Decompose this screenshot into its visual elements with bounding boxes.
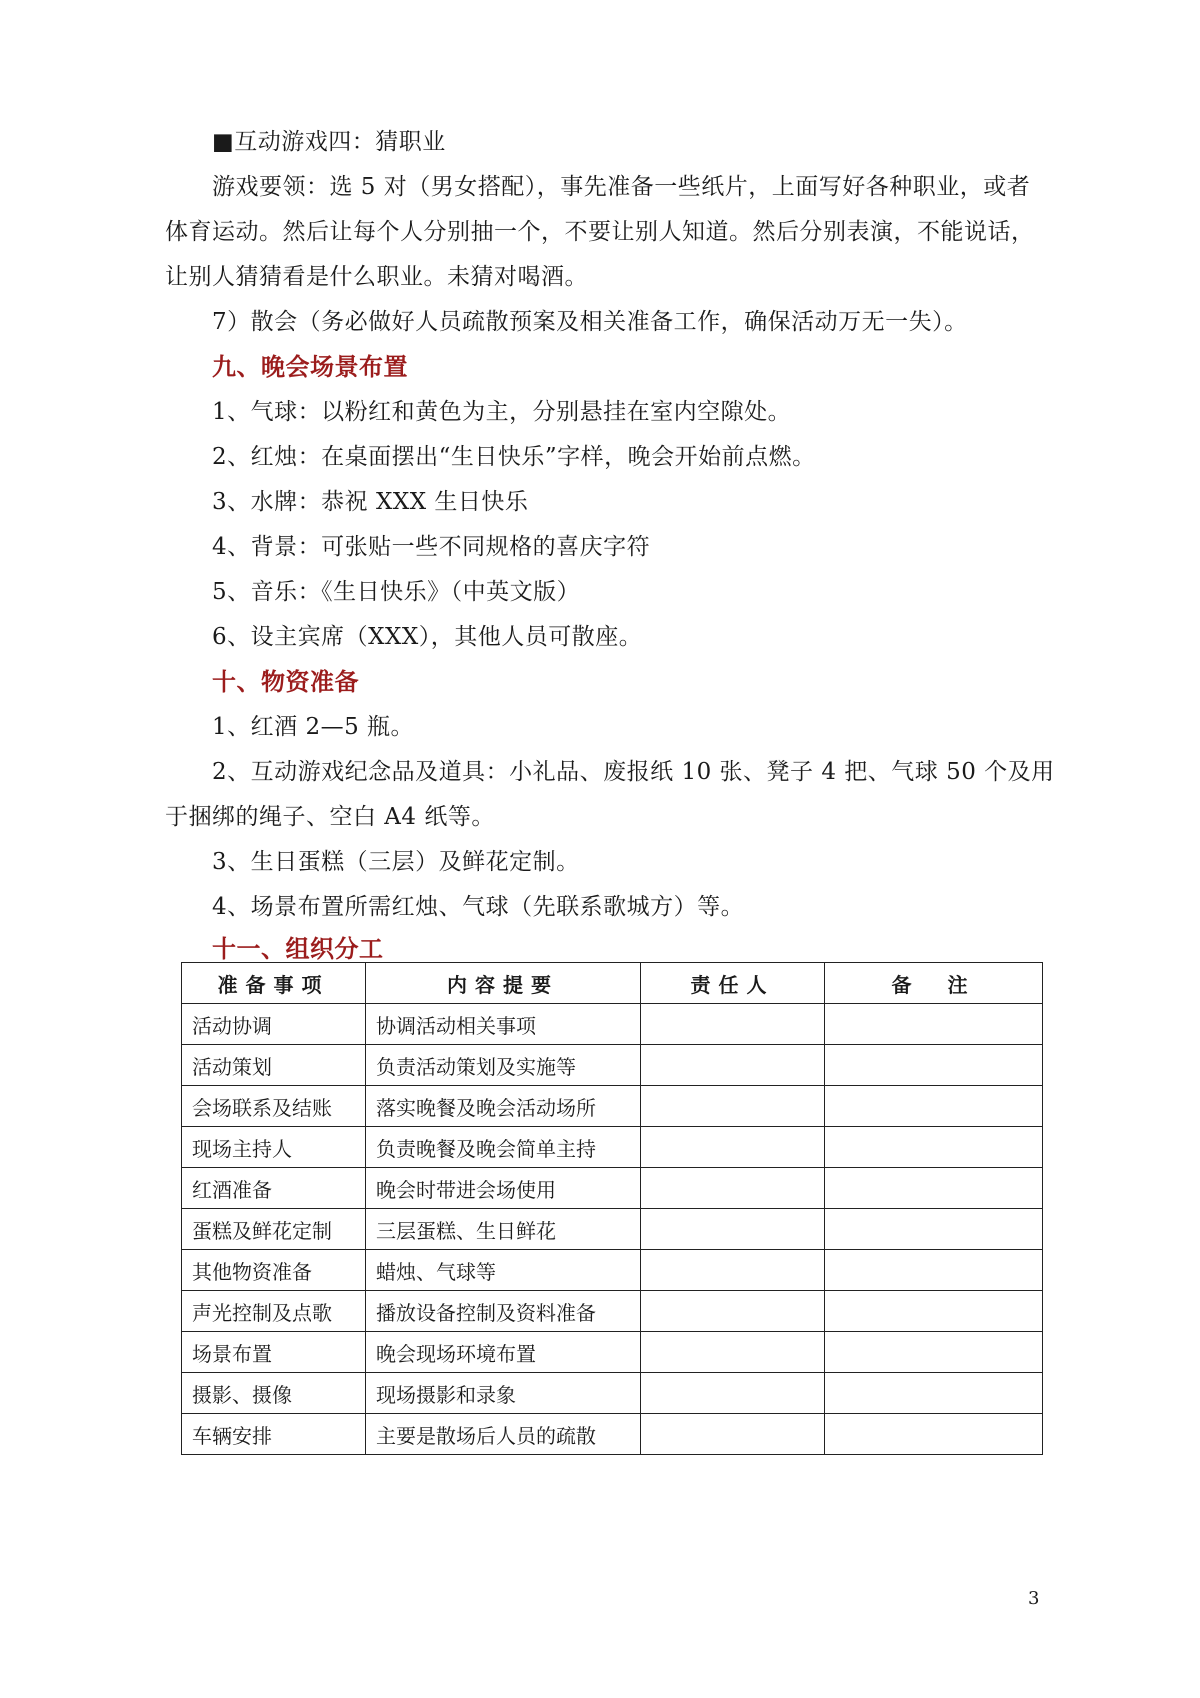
task-cell: 车辆安排 xyxy=(182,1414,366,1455)
content-cell: 负责活动策划及实施等 xyxy=(366,1045,641,1086)
content-cell: 晚会现场环境布置 xyxy=(366,1332,641,1373)
remark-cell xyxy=(825,1414,1043,1455)
section-heading-materials: 十、物资准备 xyxy=(212,667,359,696)
remark-cell xyxy=(825,1373,1043,1414)
table-row xyxy=(182,1332,1043,1373)
task-assignment-table xyxy=(181,962,1043,1455)
content-cell: 播放设备控制及资料准备 xyxy=(366,1291,641,1332)
remark-cell xyxy=(825,1127,1043,1168)
list-item: 4、背景：可张贴一些不同规格的喜庆字符 xyxy=(212,534,651,560)
owner-cell xyxy=(641,1209,825,1250)
owner-cell xyxy=(641,1250,825,1291)
owner-cell xyxy=(641,1004,825,1045)
list-item: 3、生日蛋糕（三层）及鲜花定制。 xyxy=(212,849,580,875)
task-cell: 其他物资准备 xyxy=(182,1250,366,1291)
list-item: 1、红酒 2—5 瓶。 xyxy=(212,714,415,740)
content-cell: 协调活动相关事项 xyxy=(366,1004,641,1045)
table-row xyxy=(182,1373,1043,1414)
table-row xyxy=(182,1291,1043,1332)
game-four-title: ■互动游戏四：猜职业 xyxy=(212,129,446,155)
remark-cell xyxy=(825,1086,1043,1127)
owner-cell xyxy=(641,1127,825,1168)
remark-cell xyxy=(825,1250,1043,1291)
list-item: 5、音乐：《生日快乐》（中英文版） xyxy=(212,579,581,605)
task-cell: 活动协调 xyxy=(182,1004,366,1045)
list-item: 1、气球：以粉红和黄色为主，分别悬挂在室内空隙处。 xyxy=(212,399,792,425)
remark-cell xyxy=(825,1004,1043,1045)
paragraph-line: 游戏要领：选 5 对（男女搭配），事先准备一些纸片，上面写好各种职业，或者 xyxy=(212,174,1031,200)
list-item-continuation: 于捆绑的绳子、空白 A4 纸等。 xyxy=(165,804,495,830)
table-row xyxy=(182,1127,1043,1168)
task-cell: 蛋糕及鲜花定制 xyxy=(182,1209,366,1250)
table-row xyxy=(182,1250,1043,1291)
content-cell: 现场摄影和录象 xyxy=(366,1373,641,1414)
remark-cell xyxy=(825,1168,1043,1209)
section-heading-scene: 九、晚会场景布置 xyxy=(212,352,408,381)
section-heading-organization: 十一、组织分工 xyxy=(212,934,384,963)
owner-cell xyxy=(641,1086,825,1127)
remark-cell xyxy=(825,1209,1043,1250)
remark-cell xyxy=(825,1332,1043,1373)
table-row xyxy=(182,1414,1043,1455)
remark-cell xyxy=(825,1045,1043,1086)
list-item: 3、水牌：恭祝 XXX 生日快乐 xyxy=(212,489,529,515)
owner-cell xyxy=(641,1373,825,1414)
task-cell: 声光控制及点歌 xyxy=(182,1291,366,1332)
table-row xyxy=(182,1209,1043,1250)
list-item: 2、互动游戏纪念品及道具：小礼品、废报纸 10 张、凳子 4 把、气球 50 个及用 xyxy=(212,759,1055,785)
paragraph-line: 7）散会（务必做好人员疏散预案及相关准备工作，确保活动万无一失）。 xyxy=(212,309,968,335)
list-item: 6、设主宾席（XXX），其他人员可散座。 xyxy=(212,624,643,650)
content-cell: 落实晚餐及晚会活动场所 xyxy=(366,1086,641,1127)
paragraph-line: 体育运动。然后让每个人分别抽一个，不要让别人知道。然后分别表演，不能说话， xyxy=(165,219,1035,245)
task-cell: 摄影、摄像 xyxy=(182,1373,366,1414)
owner-cell xyxy=(641,1168,825,1209)
task-cell: 场景布置 xyxy=(182,1332,366,1373)
content-cell: 负责晚餐及晚会简单主持 xyxy=(366,1127,641,1168)
task-cell: 现场主持人 xyxy=(182,1127,366,1168)
table-row xyxy=(182,1045,1043,1086)
column-header: 备 注 xyxy=(825,963,1043,1004)
content-cell: 晚会时带进会场使用 xyxy=(366,1168,641,1209)
owner-cell xyxy=(641,1291,825,1332)
table-row xyxy=(182,1168,1043,1209)
list-item: 2、红烛：在桌面摆出“生日快乐”字样，晚会开始前点燃。 xyxy=(212,444,816,470)
task-cell: 红酒准备 xyxy=(182,1168,366,1209)
content-cell: 蜡烛、气球等 xyxy=(366,1250,641,1291)
task-cell: 活动策划 xyxy=(182,1045,366,1086)
column-header: 准备事项 xyxy=(182,963,366,1004)
task-cell: 会场联系及结账 xyxy=(182,1086,366,1127)
content-cell: 主要是散场后人员的疏散 xyxy=(366,1414,641,1455)
content-cell: 三层蛋糕、生日鲜花 xyxy=(366,1209,641,1250)
owner-cell xyxy=(641,1045,825,1086)
owner-cell xyxy=(641,1332,825,1373)
table-row xyxy=(182,1004,1043,1045)
remark-cell xyxy=(825,1291,1043,1332)
table-header-row xyxy=(182,963,1043,1004)
column-header: 内容提要 xyxy=(366,963,641,1004)
paragraph-line: 让别人猜猜看是什么职业。未猜对喝酒。 xyxy=(165,264,588,290)
table-row xyxy=(182,1086,1043,1127)
owner-cell xyxy=(641,1414,825,1455)
column-header: 责任人 xyxy=(641,963,825,1004)
list-item: 4、场景布置所需红烛、气球（先联系歌城方）等。 xyxy=(212,894,745,920)
page-number: 3 xyxy=(1028,1588,1040,1609)
